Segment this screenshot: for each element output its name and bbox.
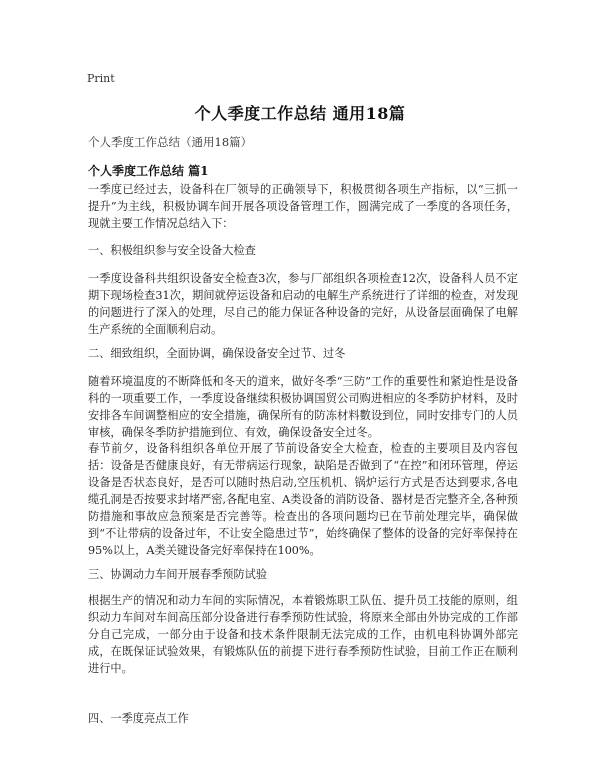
- heading-1: 一、积极组织参与安全设备大检查: [88, 244, 256, 257]
- print-link[interactable]: Print: [87, 72, 115, 85]
- paragraph-4: 根据生产的情况和动力车间的实际情况，本着锻炼职工队伍、提升员工技能的原则，组织动力车间对车间高压部分设备进行春季预防性试验，将原来全部由外协完成的工作部分自己完成，一部分由于设备和技术条件限制无法完成的工作，由机电科协调外部完成，在既保证试验效果，有锻炼队伍的前提下进行春季预防性试验，目前工作正在顺利进行中。: [88, 594, 518, 675]
- paragraph-3: 春节前夕，设备科组织各单位开展了节前设备安全大检查，检查的主要项目及内容包括：设备是否健康良好，有无带病运行现象，缺陷是否做到了“在控”和闭环管理，停运设备是否状态良好，是否可以随时热启动,空压机机、锅炉运行方式是否达到要求,各电缆孔洞是否按要求封堵严密,各配电室、A类设备的消防设备、器材是否完整齐全,各种预防措施和事故应急预案是否完善等。检查出的各项问题均已在节前处理完毕，确保做到“不让带病的设备过年，不让安全隐患过节”，始终确保了整体的设备的完好率保持在95%以上，A类关键设备完好率保持在100%。: [88, 442, 518, 557]
- intro-paragraph: 一季度已经过去，设备科在厂领导的正确领导下，积极贯彻各项生产指标，以“三抓一提升”为主线，积极协调车间开展各项设备管理工作，圆满完成了一季度的各项任务，现就主要工作情况总结入下：: [88, 183, 518, 230]
- section-heading: 个人季度工作总结 篇1: [88, 164, 209, 178]
- paragraph-1: 一季度设备科共组织设备安全检查3次，参与厂部组织各项检查12次，设备科人员不定期下现场检查31次，期间就停运设备和启动的电解生产系统进行了详细的检查，对发现的问题进行了深入的处理，尽自己的能力保证各种设备的完好，从设备层面确保了电解生产系统的全面顺利启动。: [88, 272, 518, 336]
- heading-3: 三、协调动力车间开展春季预防试验: [88, 568, 268, 581]
- page-title: 个人季度工作总结 通用18篇: [194, 104, 406, 123]
- subtitle: 个人季度工作总结（通用18篇）: [88, 135, 253, 149]
- paragraph-2: 随着环境温度的不断降低和冬天的道来，做好冬季“三防”工作的重要性和紧迫性是设备科的一项重要工作，一季度设备继续积极协调国贸公司购进相应的冬季防护材料，及时安排各车间调整相应的安全措施，确保所有的防冻材料數设到位，同时安排专门的人员审核，确保冬季防护措施到位、有效，确保设备安全过冬。: [88, 375, 518, 439]
- heading-2: 二、细致组织，全面协调，确保设备安全过节、过冬: [88, 347, 346, 360]
- heading-4: 四、一季度亮点工作: [88, 712, 189, 725]
